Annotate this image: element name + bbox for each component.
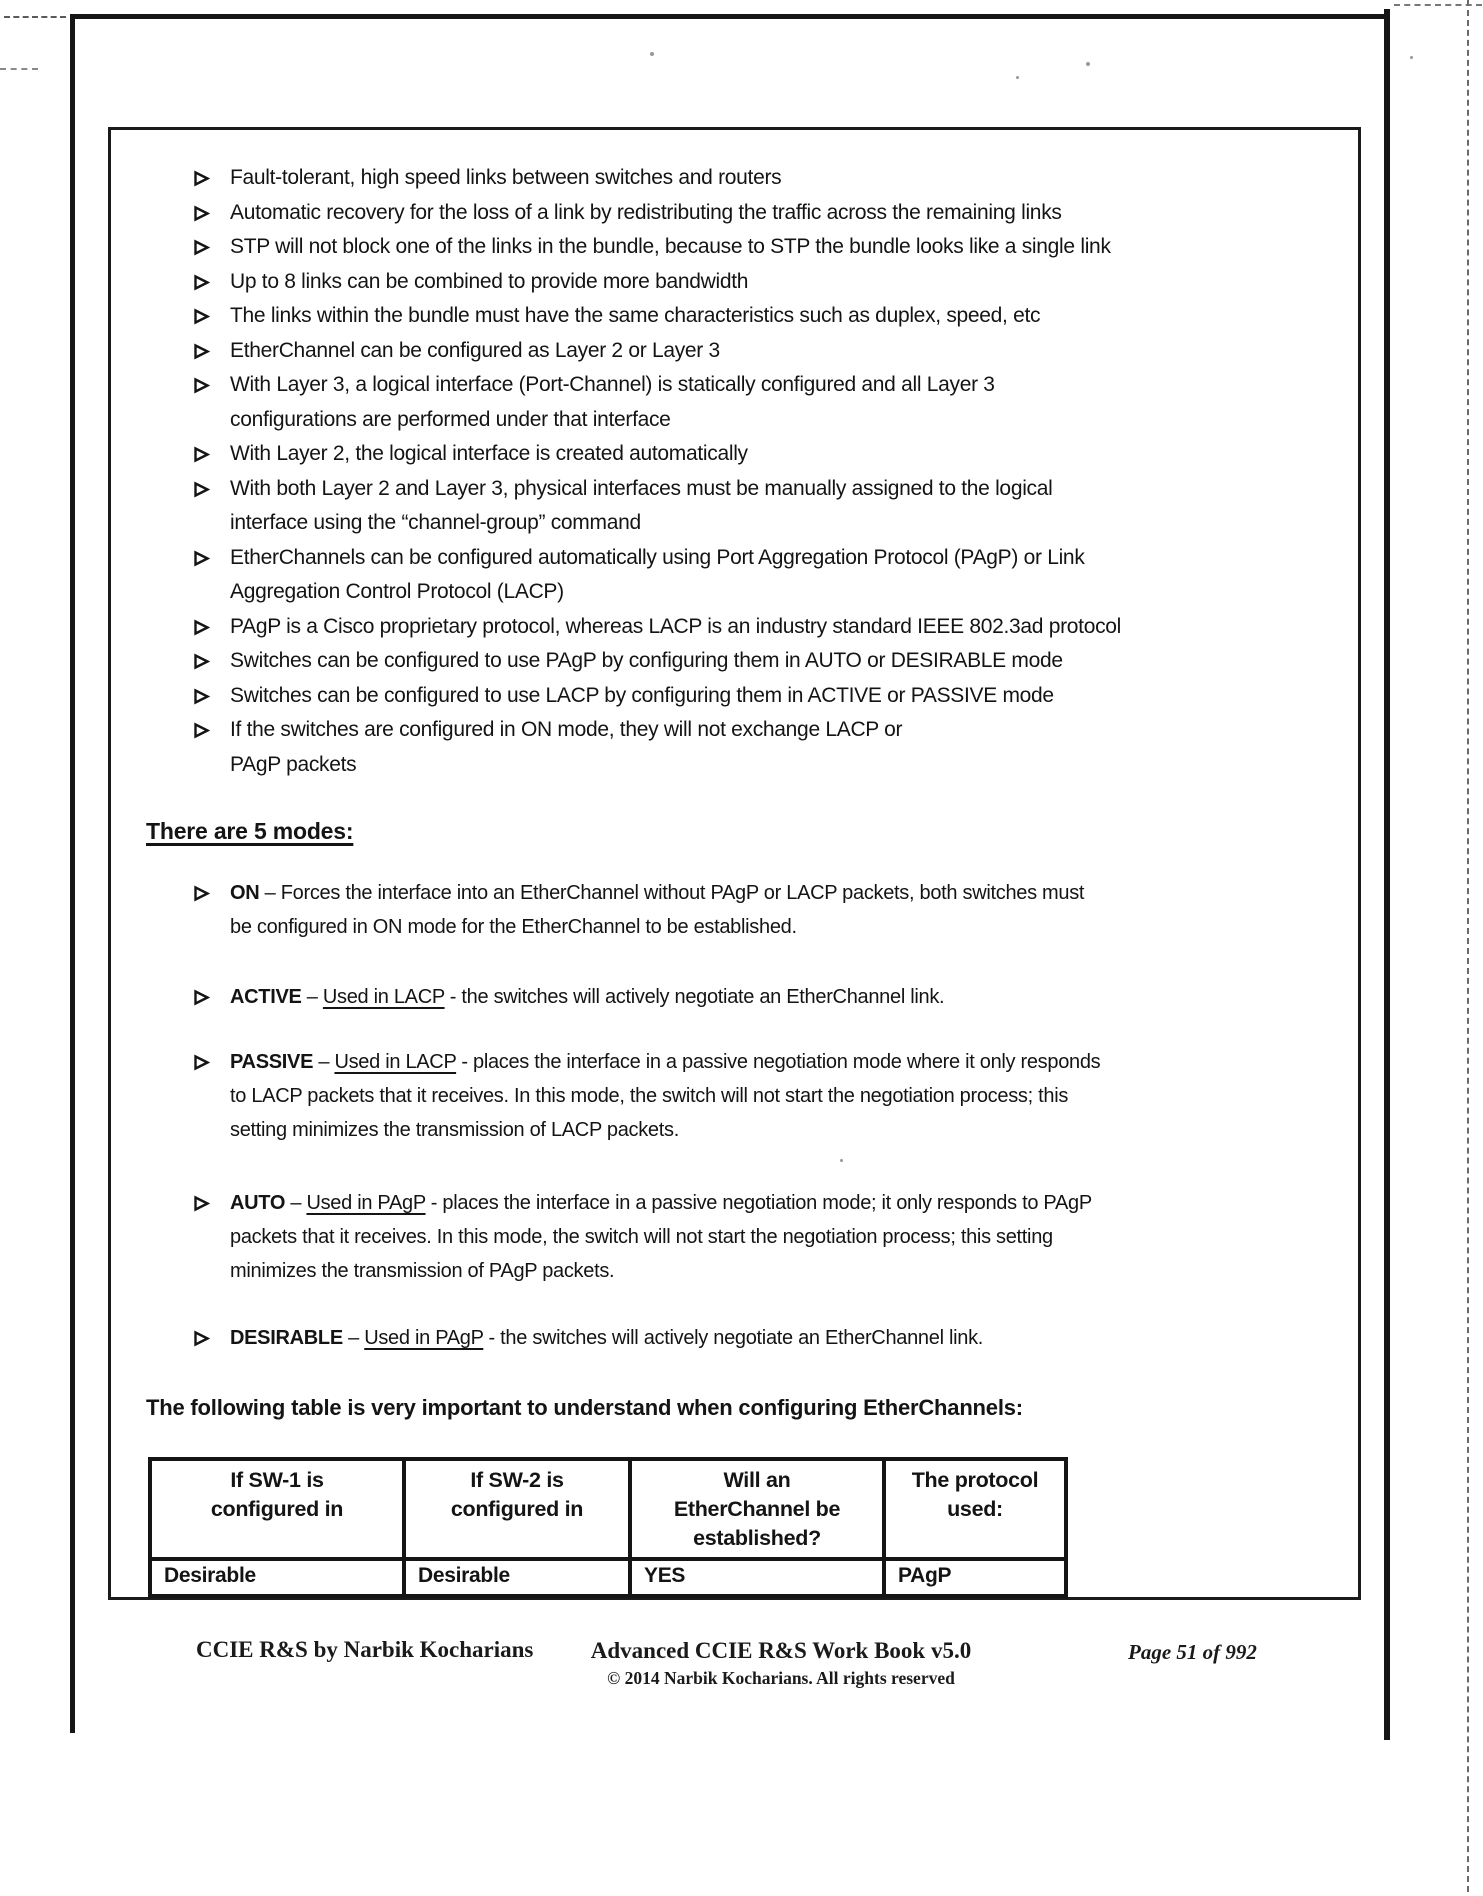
bullet-item — [111, 472, 1358, 541]
header-line: Will an — [723, 1468, 791, 1492]
mode-underline: Used in PAgP — [306, 1192, 426, 1214]
header-line: configured in — [450, 1497, 584, 1521]
arrowhead-right-icon — [193, 308, 210, 325]
mode-item-auto — [111, 1186, 1358, 1288]
bullet-item — [111, 368, 1358, 437]
page-border-left — [70, 14, 75, 1733]
bullet-line: If the switches are configured in ON mode, they will not exchange LACP or — [230, 718, 903, 741]
mode-item-passive — [111, 1045, 1358, 1147]
table-row — [150, 1559, 1066, 1596]
mode-item-desirable — [111, 1321, 1358, 1355]
bullet-line: interface using the “channel-group” command — [230, 511, 641, 534]
bullet-line: Up to 8 links can be combined to provide more bandwidth — [230, 269, 749, 293]
mode-separator: – — [342, 1327, 365, 1349]
mode-text: - places the interface in a passive negotiation mode; it only responds to PAgP — [425, 1192, 1092, 1214]
arrowhead-right-icon — [193, 653, 210, 670]
mode-term: DESIRABLE — [230, 1327, 343, 1349]
bullet-item — [111, 679, 1358, 714]
bullet-line: With both Layer 2 and Layer 3, physical interfaces must be manually assigned to the logical — [230, 476, 1053, 500]
bullet-line: Aggregation Control Protocol (LACP) — [230, 580, 564, 603]
mode-separator: – — [301, 986, 323, 1008]
scan-dash-left-small — [0, 68, 38, 70]
page-border-right — [1384, 9, 1390, 1740]
bullet-item — [111, 230, 1358, 265]
footer-copyright: © 2014 Narbik Kocharians. All rights reserved — [607, 1668, 955, 1688]
mode-item-active — [111, 980, 1358, 1014]
bullet-item — [111, 644, 1358, 679]
arrowhead-right-icon — [193, 885, 210, 902]
content-border-box — [108, 127, 1361, 1600]
arrowhead-right-icon — [193, 1054, 210, 1071]
mode-text: - the switches will actively negotiate an EtherChannel link. — [483, 1327, 984, 1349]
bullet-line: With Layer 2, the logical interface is created automatically — [230, 442, 748, 465]
scan-dash-top-left — [4, 16, 66, 18]
table-header-cell — [884, 1459, 1066, 1559]
bullet-line: The links within the bundle must have the same characteristics such as duplex, speed, etc — [230, 304, 1041, 327]
arrowhead-right-icon — [193, 239, 210, 256]
table-header-cell — [150, 1459, 404, 1559]
mode-line: minimizes the transmission of PAgP packets. — [230, 1260, 615, 1282]
mode-line — [230, 1321, 1358, 1355]
table-cell: PAgP — [884, 1559, 1066, 1596]
etherchannel-config-table — [148, 1457, 1068, 1598]
header-line: If SW-1 is — [230, 1468, 324, 1492]
header-line: The protocol — [911, 1468, 1039, 1492]
bullet-line: Switches can be configured to use LACP by configuring them in ACTIVE or PASSIVE mode — [230, 683, 1054, 707]
arrowhead-right-icon — [193, 446, 210, 463]
header-line: If SW-2 is — [470, 1468, 564, 1492]
scan-speck — [1016, 76, 1019, 79]
bullet-line: STP will not block one of the links in the bundle, because to STP the bundle looks like a single link — [230, 235, 1111, 258]
table-header-cell — [630, 1459, 884, 1559]
bullet-item — [111, 299, 1358, 334]
header-line: used: — [947, 1497, 1003, 1521]
table-cell: YES — [630, 1559, 884, 1596]
scan-line-far-right — [1467, 0, 1469, 1892]
table-header-row — [150, 1459, 1066, 1559]
bullet-item — [111, 541, 1358, 610]
bullet-line: Switches can be configured to use PAgP by configuring them in AUTO or DESIRABLE mode — [230, 649, 1063, 672]
mode-separator: – — [313, 1051, 335, 1073]
arrowhead-right-icon — [193, 1195, 210, 1212]
bullet-line: With Layer 3, a logical interface (Port-Channel) is statically configured and all Layer 3 — [230, 373, 995, 396]
arrowhead-right-icon — [193, 170, 210, 187]
mode-line: setting minimizes the transmission of LACP packets. — [230, 1119, 679, 1141]
mode-line: packets that it receives. In this mode, the switch will not start the negotiation process; this setting — [230, 1226, 1053, 1248]
arrowhead-right-icon — [193, 722, 210, 739]
header-line: established? — [693, 1526, 821, 1550]
bullet-line: PAgP packets — [230, 752, 357, 776]
modes-heading: There are 5 modes: — [146, 818, 354, 844]
bullet-item — [111, 196, 1358, 231]
page-border-top — [70, 14, 1390, 19]
arrowhead-right-icon — [193, 481, 210, 498]
table-cell: Desirable — [150, 1559, 404, 1596]
mode-line: to LACP packets that it receives. In this mode, the switch will not start the negotiation process; this — [230, 1085, 1069, 1107]
mode-term: AUTO — [230, 1192, 286, 1214]
arrowhead-right-icon — [193, 205, 210, 222]
mode-underline: Used in PAgP — [364, 1327, 484, 1349]
arrowhead-right-icon — [193, 1330, 210, 1347]
arrowhead-right-icon — [193, 343, 210, 360]
scan-speck — [1410, 56, 1413, 59]
mode-line — [230, 1186, 1358, 1220]
bullet-item — [111, 437, 1358, 472]
bullet-item — [111, 265, 1358, 300]
bullet-item — [111, 161, 1358, 196]
header-line: configured in — [210, 1497, 344, 1521]
bullet-line: Automatic recovery for the loss of a link by redistributing the traffic across the remaining links — [230, 200, 1062, 224]
mode-term: ON — [230, 882, 260, 904]
mode-line — [230, 1045, 1358, 1079]
arrowhead-right-icon — [193, 274, 210, 291]
bullet-line: EtherChannel can be configured as Layer 2 or Layer 3 — [230, 338, 720, 362]
bullet-line: PAgP is a Cisco proprietary protocol, whereas LACP is an industry standard IEEE 802.3ad protocol — [230, 614, 1122, 638]
mode-item-on — [111, 876, 1358, 944]
mode-text: Forces the interface into an EtherChannel without PAgP or LACP packets, both switches must — [280, 882, 1085, 904]
feature-bullet-list — [111, 161, 1358, 782]
mode-separator: – — [285, 1192, 307, 1214]
arrowhead-right-icon — [193, 619, 210, 636]
arrowhead-right-icon — [193, 377, 210, 394]
table-header-cell — [404, 1459, 630, 1559]
bullet-line: EtherChannels can be configured automatically using Port Aggregation Protocol (PAgP) or Link — [230, 545, 1085, 569]
mode-line: be configured in ON mode for the EtherChannel to be established. — [230, 916, 797, 938]
mode-separator: – — [259, 882, 281, 904]
header-line: EtherChannel be — [673, 1497, 841, 1521]
bullet-item — [111, 610, 1358, 645]
footer-center-block — [585, 1637, 977, 1689]
table-cell: Desirable — [404, 1559, 630, 1596]
bullet-line: configurations are performed under that interface — [230, 407, 671, 431]
mode-line — [230, 876, 1358, 910]
footer-title: Advanced CCIE R&S Work Book v5.0 — [590, 1638, 972, 1663]
bullet-item — [111, 713, 1358, 782]
bullet-item — [111, 334, 1358, 369]
mode-text: - places the interface in a passive negotiation mode where it only responds — [456, 1051, 1101, 1073]
arrowhead-right-icon — [193, 688, 210, 705]
table-intro: The following table is very important to understand when configuring EtherChannels: — [146, 1395, 1023, 1420]
footer-author: CCIE R&S by Narbik Kocharians — [196, 1637, 534, 1662]
mode-line — [230, 980, 1358, 1014]
mode-text: - the switches will actively negotiate an EtherChannel link. — [444, 986, 945, 1008]
bullet-line: Fault-tolerant, high speed links between switches and routers — [230, 166, 782, 189]
mode-underline: Used in LACP — [334, 1051, 457, 1073]
scan-speck — [1086, 62, 1090, 66]
footer-page-number: Page 51 of 992 — [1128, 1640, 1257, 1664]
scan-speck — [650, 52, 654, 56]
arrowhead-right-icon — [193, 550, 210, 567]
arrowhead-right-icon — [193, 989, 210, 1006]
mode-term: PASSIVE — [230, 1051, 314, 1073]
mode-term: ACTIVE — [230, 986, 302, 1008]
mode-underline: Used in LACP — [322, 986, 445, 1008]
